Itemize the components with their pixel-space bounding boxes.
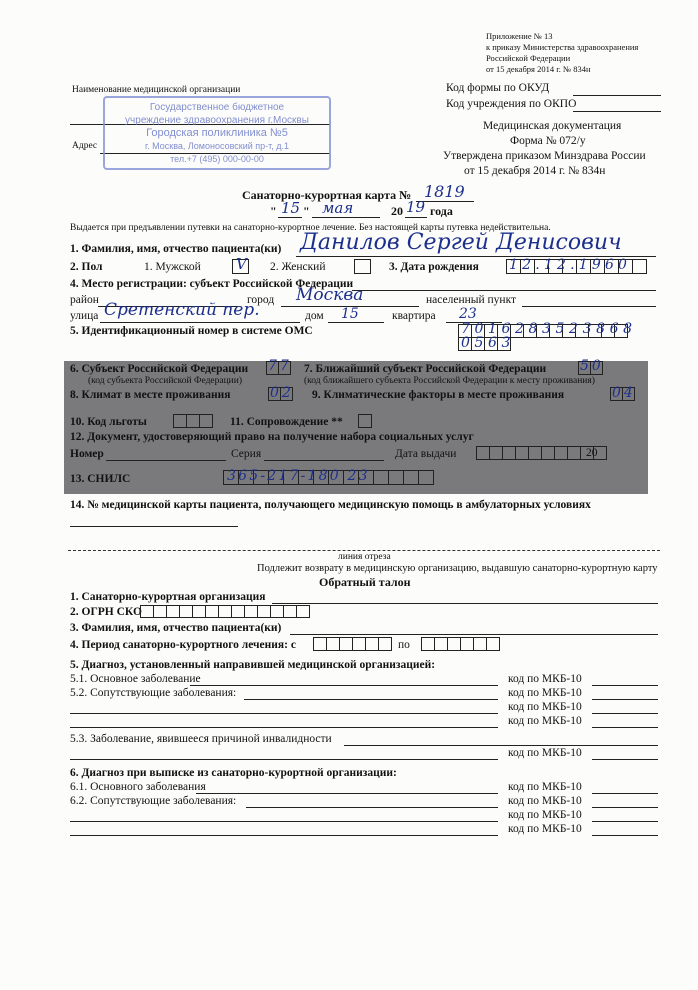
female-checkbox[interactable] (354, 259, 371, 274)
field-8-label: 8. Климат в месте проживания (70, 389, 231, 401)
period-to-grid (421, 637, 499, 651)
talon-6: 6. Диагноз при выписке из санаторно-курортной организации: (70, 767, 397, 779)
oms-row-2: 0563 (461, 335, 516, 351)
doc-line-1: Медицинская документация (483, 120, 622, 132)
field-2-label: 2. Пол (70, 261, 103, 273)
house-value: 15 (341, 306, 359, 322)
oms-row-1: 7016283523868 (461, 321, 637, 337)
card-month: мая (322, 199, 354, 217)
patient-name: Данилов Сергей Денисович (300, 230, 622, 255)
field-10-label: 10. Код льготы (70, 416, 147, 428)
period-from-grid (313, 637, 391, 651)
apartment-value: 23 (459, 306, 477, 322)
field-9-label: 9. Климатические факторы в месте проживания (312, 389, 565, 401)
snils-value: 365-217-180 23 (227, 468, 370, 484)
field-6-value: 77 (268, 358, 292, 374)
field-14-label: 14. № медицинской карты пациента, получающего медицинскую помощь в амбулаторных условиях (70, 499, 591, 511)
ogrn-grid (140, 605, 309, 618)
escort-checkbox[interactable] (358, 414, 372, 428)
card-day: 15 (281, 199, 301, 217)
return-note: Подлежит возврату в медицинскую организацию, выдавшую санаторно-курортную карту (257, 563, 658, 574)
card-title: Санаторно-курортная карта № (242, 188, 412, 202)
field-7-label: 7. Ближайший субъект Российской Федерации (304, 363, 547, 375)
field-4-label: 4. Место регистрации: субъект Российской Федерации (70, 278, 354, 290)
field-6-label: 6. Субъект Российской Федерации (70, 363, 249, 375)
field-11-label: 11. Сопровождение ** (230, 416, 343, 428)
okpo-label: Код учреждения по ОКПО (446, 98, 577, 110)
doc-line-3: Утверждена приказом Минздрава России (443, 150, 646, 162)
appendix-line-4: от 15 декабря 2014 г. № 834н (486, 64, 591, 74)
field-12-label: 12. Документ, удостоверяющий право на получение набора социальных услуг (70, 431, 474, 443)
field-9-value: 04 (612, 385, 636, 401)
field-5-label: 5. Идентификационный номер в системе ОМС (70, 325, 313, 337)
doc-line-2: Форма № 072/у (510, 135, 586, 147)
address-label: Адрес (72, 141, 98, 151)
field-8-value: 02 (270, 385, 294, 401)
birth-date: 12.12.1960 (509, 257, 632, 273)
talon-3: 3. Фамилия, имя, отчество пациента(ки) (70, 622, 282, 634)
cut-line (68, 550, 660, 551)
field-13-label: 13. СНИЛС (70, 473, 131, 485)
doc-line-4: от 15 декабря 2014 г. № 834н (464, 165, 606, 177)
appendix-line-2: к приказу Министерства здравоохранения (486, 42, 639, 52)
field-1-label: 1. Фамилия, имя, отчество пациента(ки) (70, 243, 282, 255)
card-number: 1819 (424, 182, 465, 201)
card-notice: Выдается при предъявлении путевки на санаторно-курортное лечение. Без настоящей карты путевка недействительна. (70, 223, 551, 233)
appendix-line-1: Приложение № 13 (486, 31, 553, 41)
city-value: Москва (296, 285, 364, 305)
talon-5: 5. Диагноз, установленный направившей медицинской организацией: (70, 659, 436, 671)
street-value: Сретенский пер. (104, 300, 260, 320)
okud-label: Код формы по ОКУД (446, 82, 550, 94)
talon-2: 2. ОГРН СКО (70, 606, 142, 618)
appendix-line-3: Российской Федерации (486, 53, 571, 63)
talon-4: 4. Период санаторно-курортного лечения: с (70, 639, 296, 651)
male-mark: V (236, 255, 247, 273)
cut-line-label: линия отреза (338, 552, 391, 562)
talon-title: Обратный талон (319, 575, 411, 589)
form-page: Приложение № 13 к приказу Министерства здравоохранения Российской Федерации от 15 декабря 2014 г. № 834н Наименование медицинской организации Адрес Код формы по ОКУД Код учреждения по ОКПО Медицинская документация Форма № 072/у Утверждена приказом Минздрава России от 15 декабря 2014 г. № 834н Государственное бюджетное учреждение здравоохранения г.Москвы Городская поликлиника №5 г. Москва, Ломоносовский пр-т, д.1 тел.+7 (495) 000-00-00 Санаторно-курортная карта № 1819 " 15 " мая 20 19 года Выдается при предъявлении путевки на санаторно-курортное лечение. Без настоящей карты путевка недействительна. 1. Фамилия, имя, отчество пациента(ки) Данилов Сергей Денисович 2. Пол 1. Мужской V 2. Женский 3. Дата рождения 12.12.1960 4. Место регистрации: субъект Российской Федерации район город Москва населенный пункт улица Сретенский пер. дом 15 квартира 23 5. Идентификационный номер в системе ОМС 7016283523868 0563 6. Субъект Российской Федерации 77 (код субъекта Российской Федерации) 7. Ближайший субъект Российской Федерации 50 (код ближайшего субъекта Российской Федерации к месту проживания) 8. Климат в месте проживания 02 9. Климатические факторы в месте проживания 04 10. Код льготы 11. Сопровождение ** 12. Документ, удостоверяющий право на получение набора социальных услуг Номер Серия Дата выдачи 20 13. СНИЛС 365-217-180 23 14. № медицинской карты пациента, получающего медицинскую помощь в амбулаторных условиях линия отреза Подлежит возврату в медицинскую организацию, выдавшую санаторно-курортную карту Обратный талон 1. Санаторно-курортная организация 2. ОГРН СКО 3. Фамилия, имя, отчество пациента(ки) 4. Период санаторно-курортного лечения: с по 5. Диагноз, установленный направившей медицинской организацией: 5.1. Основное заболевание код по МКБ-10 5.2. Сопутствующие заболевания: код по МКБ-10 код по МКБ-10 код по МКБ-10 5.3. Заболевание, явившееся причиной инвалидности код по МКБ-10 6. Диагноз при выписке из санаторно-курортной организации: 6.1. Основного заболевания код по МКБ-10 6.2. Сопутствующие заболевания: код по МКБ-10 код по МКБ-10 код по МКБ-10 (0, 0, 698, 990)
talon-1: 1. Санаторно-курортная организация (70, 591, 266, 603)
org-label: Наименование медицинской организации (72, 85, 241, 95)
field-7-value: 50 (580, 358, 604, 374)
field-3-label: 3. Дата рождения (389, 261, 479, 273)
card-year: 19 (406, 198, 426, 216)
organization-stamp: Государственное бюджетное учреждение здравоохранения г.Москвы Городская поликлиника №5 г. Москва, Ломоносовский пр-т, д.1 тел.+7 (495) 000-00-00 (103, 96, 331, 170)
